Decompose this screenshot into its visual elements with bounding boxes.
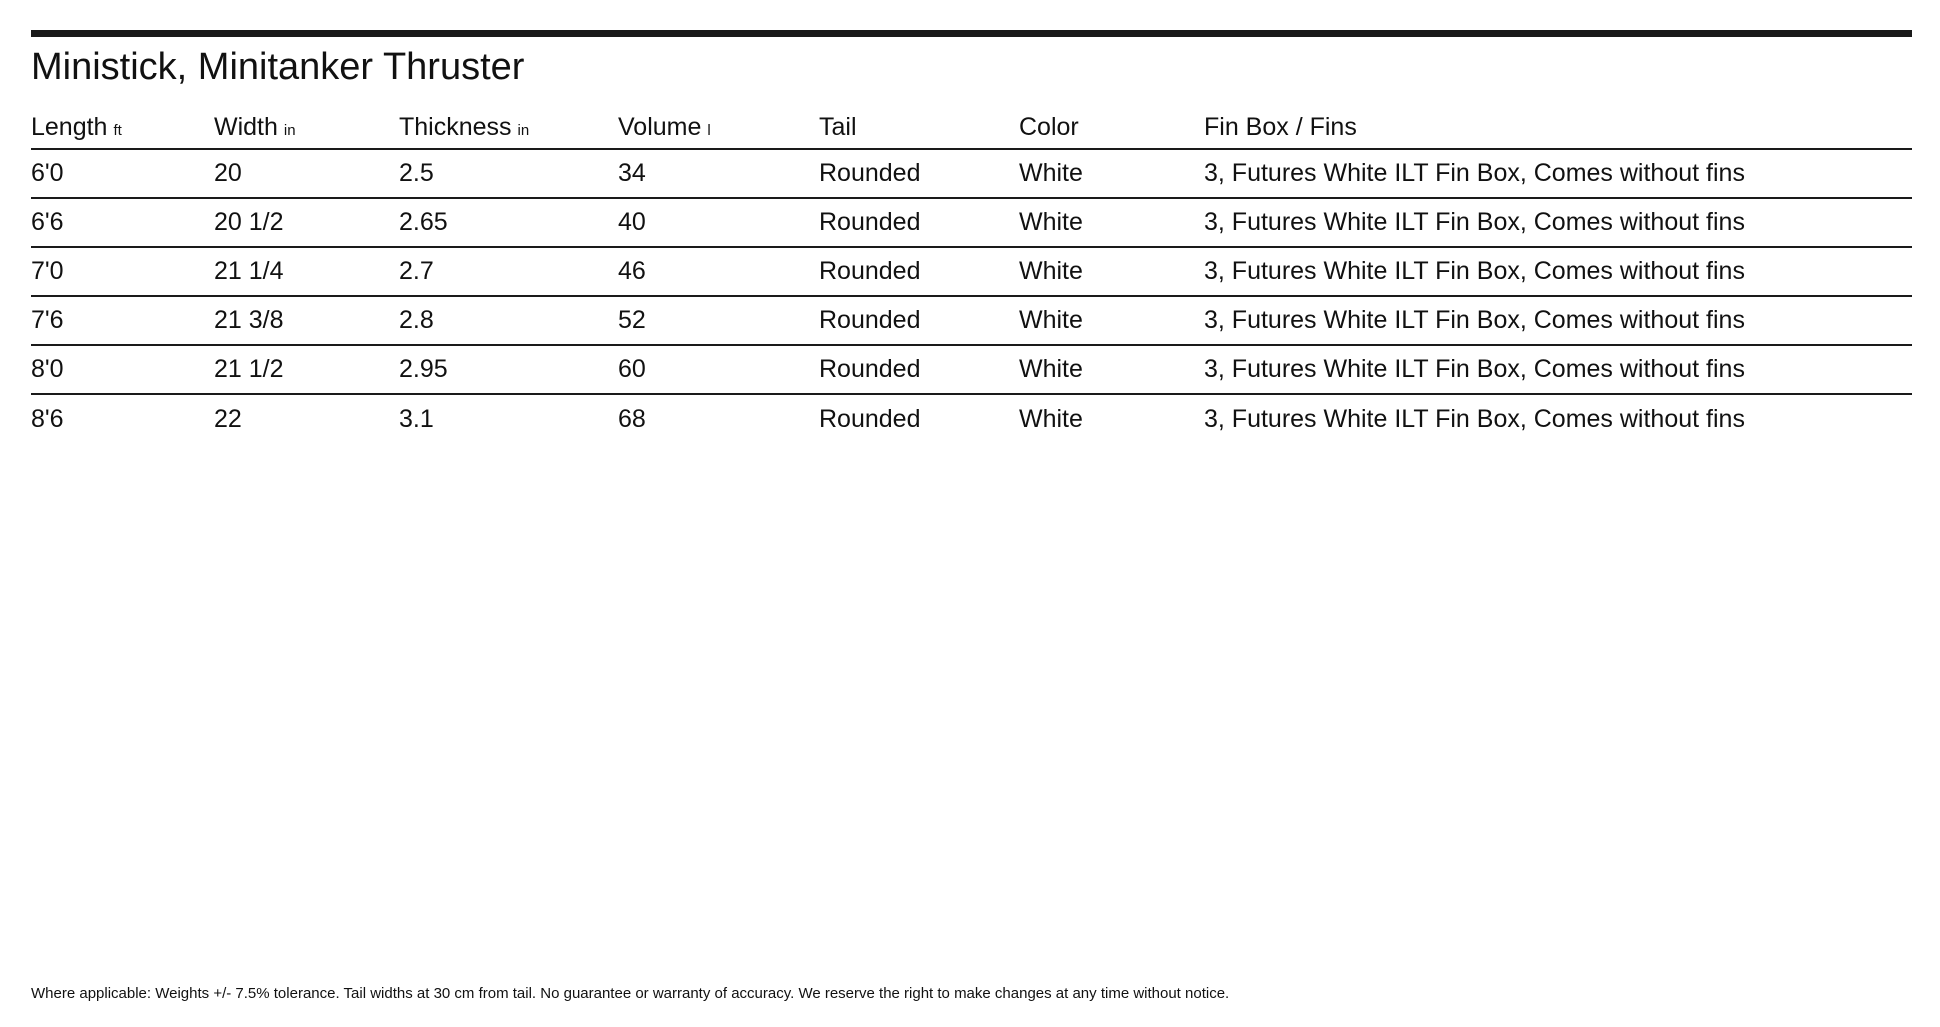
cell-color: White [1019, 149, 1204, 198]
cell-tail: Rounded [819, 404, 921, 433]
cell-thickness: 2.65 [399, 198, 618, 247]
cell-tail: Rounded [819, 149, 1019, 198]
table-row [31, 394, 1912, 443]
cell-length: 8'0 [31, 345, 214, 394]
cell-width: 21 1/2 [214, 345, 399, 394]
cell-length: 6'0 [31, 149, 214, 198]
cell-fin-box: 3, Futures White ILT Fin Box, Comes without fins [1204, 247, 1912, 296]
cell-width: 21 1/4 [214, 247, 399, 296]
cell-fin-box: 3, Futures White ILT Fin Box, Comes without fins [1204, 345, 1912, 394]
cell-thickness: 2.5 [399, 149, 618, 198]
col-unit-width: in [283, 121, 296, 139]
cell-thickness: 3.1 [399, 404, 434, 433]
cell-length: 6'6 [31, 198, 214, 247]
table-row [31, 296, 1912, 345]
col-header-thickness: Thickness in [399, 102, 618, 149]
cell-tail: Rounded [819, 296, 1019, 345]
cell-width: 20 1/2 [214, 198, 399, 247]
col-unit-length: ft [113, 121, 122, 139]
cell-width: 21 3/8 [214, 296, 399, 345]
cell-volume: 46 [618, 247, 819, 296]
col-header-length: Length ft [31, 102, 214, 149]
top-rule [31, 30, 1912, 37]
col-header-tail: Tail [819, 102, 1019, 149]
col-header-color: Color [1019, 102, 1204, 149]
cell-tail: Rounded [819, 198, 1019, 247]
cell-fin-box: 3, Futures White ILT Fin Box, Comes without fins [1204, 198, 1912, 247]
page-title: Ministick, Minitanker Thruster [31, 46, 525, 88]
col-unit-volume: l [707, 121, 711, 139]
cell-fin-box: 3, Futures White ILT Fin Box, Comes without fins [1204, 149, 1912, 198]
header-row [31, 102, 1912, 149]
cell-color: White [1019, 247, 1204, 296]
cell-thickness: 2.8 [399, 296, 618, 345]
cell-volume: 68 [618, 404, 646, 433]
cell-length: 8'6 [31, 404, 64, 433]
cell-volume: 40 [618, 198, 819, 247]
cell-width: 20 [214, 149, 399, 198]
cell-color: White [1019, 296, 1204, 345]
cell-length: 7'0 [31, 247, 214, 296]
col-header-fin-box: Fin Box / Fins [1204, 102, 1912, 149]
cell-fin-box: 3, Futures White ILT Fin Box, Comes without fins [1204, 404, 1745, 433]
cell-tail: Rounded [819, 247, 1019, 296]
cell-volume: 60 [618, 345, 819, 394]
table-row [31, 149, 1912, 198]
col-unit-thickness: in [517, 121, 530, 139]
spec-table [31, 102, 1912, 443]
cell-thickness: 2.95 [399, 345, 618, 394]
cell-color: White [1019, 404, 1083, 433]
cell-color: White [1019, 198, 1204, 247]
cell-width: 22 [214, 404, 242, 433]
cell-volume: 34 [618, 149, 819, 198]
cell-tail: Rounded [819, 345, 1019, 394]
col-header-volume: Volume l [618, 102, 819, 149]
table-row [31, 247, 1912, 296]
table-row [31, 345, 1912, 394]
col-header-width: Width in [214, 102, 399, 149]
cell-thickness: 2.7 [399, 247, 618, 296]
table-row [31, 198, 1912, 247]
footnote: Where applicable: Weights +/- 7.5% tolerance. Tail widths at 30 cm from tail. No guarantee or warranty of accuracy. We reserve the right to make changes at any time without notice. [31, 985, 1230, 1002]
cell-color: White [1019, 345, 1204, 394]
cell-length: 7'6 [31, 296, 214, 345]
cell-fin-box: 3, Futures White ILT Fin Box, Comes without fins [1204, 296, 1912, 345]
cell-volume: 52 [618, 296, 819, 345]
